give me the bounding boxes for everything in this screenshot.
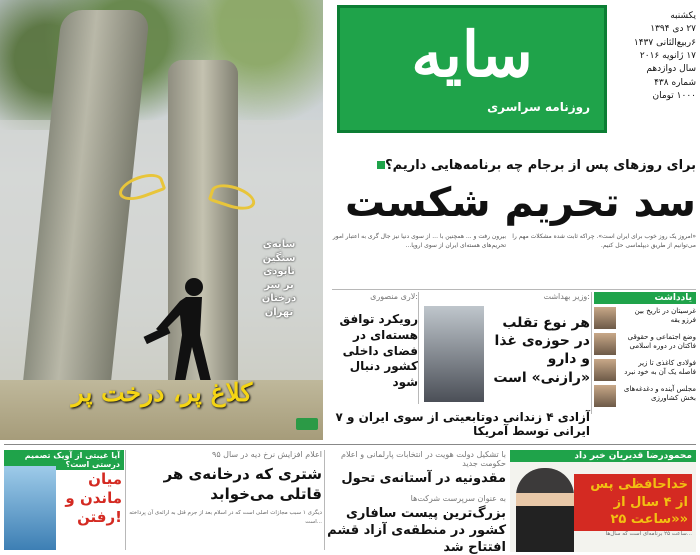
story-headline[interactable]: رویکرد توافق هسته‌ای در فضای داخلی کشور دنبال شود [339,312,418,390]
story-headline[interactable]: هر نوع تقلب در حوزه‌ی غذا و دارو «رازنی» است [493,315,590,386]
story-headline[interactable]: مقدونیه در آستانه‌ی تحول [341,471,506,486]
note-item[interactable] [594,359,696,382]
story-tag: به عنوان سرپرست شرکت‌ها [410,493,506,503]
note-title[interactable]: فولادی کاغذی تا زیر فاصله یک آن به خود نبرد [624,359,696,377]
divider [324,450,325,550]
main-body-column: «امروز یک روز خوب برای ایران است». چراکه ثابت شده مشکلات مهم را می‌توانیم از طریق دیپلماسی حل کنیم. [512,233,696,250]
note-item[interactable] [594,307,696,330]
author-avatar [594,385,616,407]
kicker-text: برای روزهای پس از برجام چه برنامه‌هایی داریم؟ [385,158,696,173]
story-headline[interactable]: شتری که درخانه‌ی هر قاتلی می‌خوابد [163,465,322,503]
presenter-photo [516,468,574,552]
note-title[interactable]: وضع اجتماعی و حقوقی فاکتان در دوره اسلامی [627,333,696,351]
foliage [0,0,323,130]
cover-photo [0,0,323,440]
story-bar: آیا غیبتی از آویک تصمیم درستی است؟ [4,450,124,470]
story-saat25[interactable] [510,450,696,552]
story-headline[interactable]: خداحافظی پس از ۴ سال از «ساعت ۲۵» [574,474,692,531]
divider [4,444,696,445]
teaser-headline[interactable]: آزادی ۴ زندانی دوتابعیتی از سوی ایران و ۷ ایرانی توسط آمریکا [335,410,590,438]
note-title[interactable]: مجلس آینده و دغدغه‌های بخش کشاورزی [623,385,696,403]
story-health-minister[interactable] [420,292,590,406]
masthead-logo: سایه [411,18,533,91]
author-avatar [594,307,616,329]
notes-title: یادداشت [594,292,696,304]
dateline-date-shamsi: ۲۷ دی ۱۳۹۴ [650,24,696,35]
story-body: دیگری ۱ سبب مجازات اصلی است که در اسلام بعد از جرم قتل به ارائه‌ی آن پرداخته است... [129,510,322,525]
story-tag: وزیر بهداشت: [543,292,590,301]
story-diyah[interactable] [128,450,322,550]
dateline-year: سال دوازدهم [646,64,696,75]
bullet-icon [377,161,385,169]
story-tag: با تشکیل دولت هویت در انتخابات پارلمانی و اعلام حکومت جدید [340,450,506,468]
masthead [337,5,607,133]
lumberjack-silhouette [142,275,222,395]
story-headline[interactable]: میان ماندن و رفتن! [65,470,122,526]
divider [418,292,419,404]
divider [332,289,696,290]
dateline [612,10,696,103]
divider [125,450,126,550]
story-tag: اعلام افزایش نرخ دیه در سال ۹۵ [212,450,322,459]
minister-photo [424,306,484,402]
dateline-date-gregorian: ۱۷ ژانویه ۲۰۱۶ [639,50,696,61]
note-title[interactable]: غرسیتان در تاریخ بین فرزو یقه [634,307,696,325]
author-avatar [594,333,616,355]
main-body-column: بیرون رفت و ... همچنین با ... از سوی دنیا نیز جال گری به اعتبار امور تحریم‌های هسته‌ای ایران از سوی اروپا... [332,233,506,250]
story-opec[interactable] [4,450,124,550]
divider [591,292,592,414]
story-tag: لاری منصوری: [370,292,418,301]
story-mansouri[interactable] [332,292,418,406]
photo-caption: سایه‌ی سنگین نابودی بر سر درختان تهران [261,239,297,318]
photo-headline[interactable]: کلاغ پر، درخت پر [71,378,253,407]
story-headline[interactable]: بزرگ‌ترین پیست سافاری کشور در منطقه‌ی آزاد قشم افتتاح شد [327,505,506,555]
main-headline[interactable]: سد تحریم شکست [344,180,696,226]
story-body: ساعت ۲۵ برنامه‌ای است که سال‌ها... [605,531,692,537]
dateline-day: یکشنبه [670,11,696,21]
dateline-date-hijri: ۶ربیع‌الثانی ۱۴۳۷ [633,37,696,48]
dateline-issue: شماره ۴۳۸ [654,77,696,88]
note-item[interactable] [594,385,696,408]
notes-column [594,292,696,414]
author-avatar [594,359,616,381]
dateline-price: ۱۰۰۰ تومان [652,90,696,101]
masthead-subtitle: روزنامه سراسری [487,100,590,114]
note-item[interactable] [594,333,696,356]
opec-photo [4,466,56,550]
story-bar: محمودرضا قدیریان خبر داد [510,450,696,462]
news-list [326,450,506,555]
publisher-badge [296,418,318,430]
main-kicker [340,158,696,173]
